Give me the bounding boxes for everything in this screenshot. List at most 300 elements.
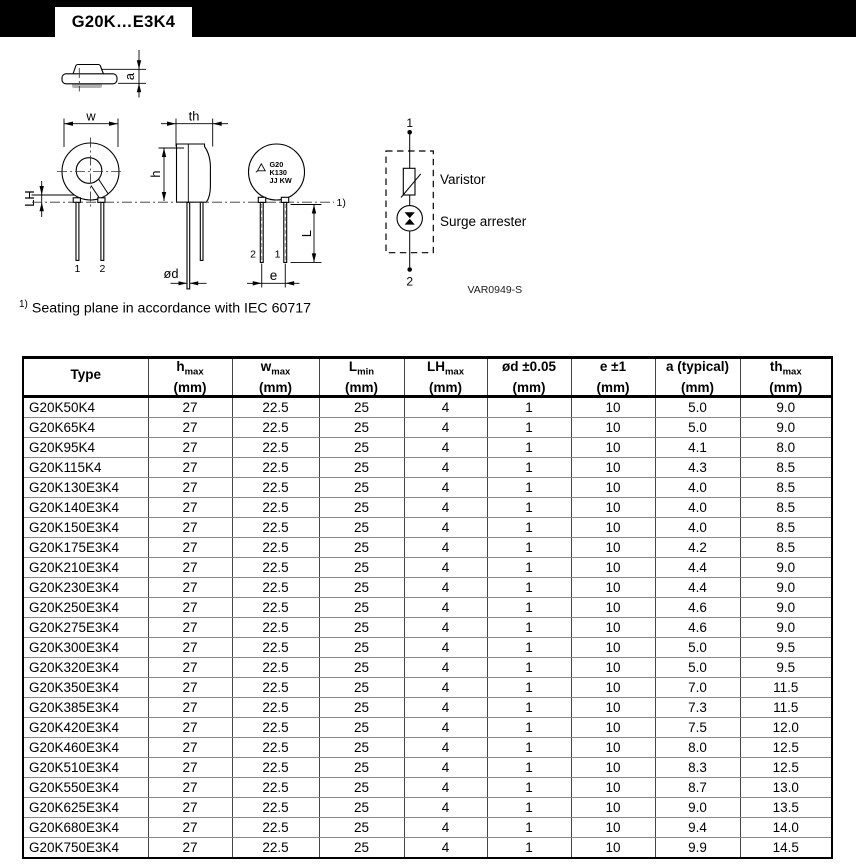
value-cell: 9.0 xyxy=(740,396,832,417)
value-cell: 14.0 xyxy=(740,817,832,837)
terminal-dot-top xyxy=(407,130,412,135)
table-row xyxy=(23,657,832,677)
value-cell: 22.5 xyxy=(232,817,319,837)
value-cell: 27 xyxy=(148,417,232,437)
value-cell: 22.5 xyxy=(232,677,319,697)
value-cell: 22.5 xyxy=(232,737,319,757)
value-cell: 27 xyxy=(148,697,232,717)
value-cell: 5.0 xyxy=(655,657,740,677)
value-cell: 12.0 xyxy=(740,717,832,737)
value-cell: 12.5 xyxy=(740,757,832,777)
value-cell: 4 xyxy=(404,657,487,677)
value-cell: 4.4 xyxy=(655,557,740,577)
value-cell: 27 xyxy=(148,396,232,417)
table-row xyxy=(23,537,832,557)
dim-label-L: L xyxy=(299,229,314,238)
table-row xyxy=(23,417,832,437)
value-cell: 1 xyxy=(487,797,571,817)
value-cell: 14.5 xyxy=(740,837,832,858)
table-row xyxy=(23,737,832,757)
value-cell: 10 xyxy=(571,757,655,777)
value-cell: 22.5 xyxy=(232,637,319,657)
value-cell: 27 xyxy=(148,517,232,537)
value-cell: 4 xyxy=(404,396,487,417)
value-cell: 25 xyxy=(319,517,404,537)
h-arrow-bottom xyxy=(162,192,166,201)
value-cell: 10 xyxy=(571,837,655,858)
value-cell: 10 xyxy=(571,457,655,477)
value-cell: 25 xyxy=(319,537,404,557)
type-cell: G20K140E3K4 xyxy=(23,497,148,517)
marking-view xyxy=(247,144,322,288)
type-cell: G20K65K4 xyxy=(23,417,148,437)
disc-hole xyxy=(76,158,102,184)
value-cell: 10 xyxy=(571,537,655,557)
table-row xyxy=(23,677,832,697)
value-cell: 4 xyxy=(404,577,487,597)
type-cell: G20K210E3K4 xyxy=(23,557,148,577)
table-row xyxy=(23,477,832,497)
od-arrow-right xyxy=(190,281,199,285)
footnote-ref: 1) xyxy=(19,299,28,310)
value-cell: 27 xyxy=(148,837,232,858)
value-cell: 1 xyxy=(487,677,571,697)
value-cell: 4 xyxy=(404,477,487,497)
value-cell: 22.5 xyxy=(232,777,319,797)
value-cell: 27 xyxy=(148,637,232,657)
value-cell: 22.5 xyxy=(232,717,319,737)
value-cell: 4 xyxy=(404,557,487,577)
value-cell: 4 xyxy=(404,737,487,757)
page-title: G20K…E3K4 xyxy=(71,12,176,31)
type-cell: G20K680E3K4 xyxy=(23,817,148,837)
dim-label-e: e xyxy=(269,268,278,283)
value-cell: 25 xyxy=(319,417,404,437)
value-cell: 25 xyxy=(319,757,404,777)
value-cell: 25 xyxy=(319,657,404,677)
value-cell: 4 xyxy=(404,537,487,557)
dim-label-LH: LH xyxy=(22,190,37,207)
value-cell: 22.5 xyxy=(232,517,319,537)
value-cell: 1 xyxy=(487,497,571,517)
value-cell: 22.5 xyxy=(232,837,319,858)
value-cell: 13.0 xyxy=(740,777,832,797)
value-cell: 4 xyxy=(404,677,487,697)
value-cell: 1 xyxy=(487,477,571,497)
value-cell: 1 xyxy=(487,597,571,617)
value-cell: 27 xyxy=(148,717,232,737)
value-cell: 5.0 xyxy=(655,637,740,657)
table-row xyxy=(23,517,832,537)
value-cell: 1 xyxy=(487,437,571,457)
value-cell: 7.0 xyxy=(655,677,740,697)
value-cell: 4 xyxy=(404,777,487,797)
LH-arrow-bottom xyxy=(40,202,44,211)
side-body xyxy=(177,144,211,202)
value-cell: 9.0 xyxy=(740,597,832,617)
front-lead-label-2: 2 xyxy=(99,263,106,275)
top-view-bump xyxy=(73,65,104,75)
value-cell: 4.4 xyxy=(655,577,740,597)
value-cell: 25 xyxy=(319,396,404,417)
value-cell: 22.5 xyxy=(232,457,319,477)
value-cell: 8.7 xyxy=(655,777,740,797)
value-cell: 25 xyxy=(319,817,404,837)
value-cell: 1 xyxy=(487,777,571,797)
value-cell: 1 xyxy=(487,457,571,477)
table-row xyxy=(23,497,832,517)
dim-label-w: w xyxy=(86,108,96,124)
value-cell: 10 xyxy=(571,817,655,837)
L-arrow-bottom xyxy=(312,253,316,262)
value-cell: 10 xyxy=(571,777,655,797)
value-cell: 4 xyxy=(404,637,487,657)
value-cell: 27 xyxy=(148,537,232,557)
lead-left xyxy=(76,202,79,260)
value-cell: 4.0 xyxy=(655,497,740,517)
h-arrow-top xyxy=(162,148,166,157)
value-cell: 8.0 xyxy=(740,437,832,457)
value-cell: 22.5 xyxy=(232,537,319,557)
value-cell: 12.5 xyxy=(740,737,832,757)
value-cell: 10 xyxy=(571,396,655,417)
value-cell: 22.5 xyxy=(232,617,319,637)
value-cell: 25 xyxy=(319,497,404,517)
col-header-od: ød ±0.05 (mm) xyxy=(487,358,571,397)
value-cell: 1 xyxy=(487,417,571,437)
L-arrow-top xyxy=(312,205,316,214)
value-cell: 13.5 xyxy=(740,797,832,817)
value-cell: 27 xyxy=(148,497,232,517)
value-cell: 8.5 xyxy=(740,537,832,557)
type-cell: G20K385E3K4 xyxy=(23,697,148,717)
front-lead-label-1: 1 xyxy=(74,263,81,275)
value-cell: 22.5 xyxy=(232,396,319,417)
varistor-symbol xyxy=(403,168,415,195)
front-view xyxy=(22,109,124,276)
value-cell: 9.0 xyxy=(740,557,832,577)
value-cell: 4.6 xyxy=(655,597,740,617)
value-cell: 27 xyxy=(148,557,232,577)
dim-label-od: ød xyxy=(163,266,179,281)
od-arrow-left xyxy=(179,281,188,285)
value-cell: 9.0 xyxy=(655,797,740,817)
value-cell: 4 xyxy=(404,417,487,437)
value-cell: 25 xyxy=(319,597,404,617)
lead-stub-left xyxy=(73,198,80,203)
value-cell: 25 xyxy=(319,617,404,637)
value-cell: 4 xyxy=(404,517,487,537)
value-cell: 27 xyxy=(148,797,232,817)
value-cell: 27 xyxy=(148,437,232,457)
a-arrow-bottom xyxy=(137,83,141,92)
value-cell: 1 xyxy=(487,837,571,858)
value-cell: 27 xyxy=(148,577,232,597)
value-cell: 10 xyxy=(571,497,655,517)
value-cell: 22.5 xyxy=(232,657,319,677)
value-cell: 27 xyxy=(148,657,232,677)
col-header-wmax: $w_{max}$ (mm) xyxy=(232,358,319,397)
value-cell: 10 xyxy=(571,797,655,817)
value-cell: 1 xyxy=(487,517,571,537)
col-header-type: Type xyxy=(23,358,148,397)
table-row xyxy=(23,557,832,577)
value-cell: 8.3 xyxy=(655,757,740,777)
type-cell: G20K625E3K4 xyxy=(23,797,148,817)
value-cell: 4 xyxy=(404,497,487,517)
value-cell: 10 xyxy=(571,637,655,657)
table-row xyxy=(23,837,832,858)
value-cell: 25 xyxy=(319,777,404,797)
dim-label-a: a xyxy=(122,72,137,81)
value-cell: 1 xyxy=(487,737,571,757)
value-cell: 4 xyxy=(404,717,487,737)
marking-line-2: K130 xyxy=(269,168,287,177)
type-cell: G20K550E3K4 xyxy=(23,777,148,797)
table-row xyxy=(23,457,832,477)
value-cell: 4 xyxy=(404,617,487,637)
value-cell: 27 xyxy=(148,757,232,777)
value-cell: 4 xyxy=(404,757,487,777)
terminal-dot-bottom xyxy=(407,267,412,272)
seating-plane-ref: 1) xyxy=(336,197,346,209)
value-cell: 5.0 xyxy=(655,396,740,417)
type-cell: G20K750E3K4 xyxy=(23,837,148,858)
value-cell: 9.0 xyxy=(740,417,832,437)
value-cell: 4 xyxy=(404,457,487,477)
value-cell: 4 xyxy=(404,817,487,837)
value-cell: 22.5 xyxy=(232,577,319,597)
value-cell: 22.5 xyxy=(232,417,319,437)
side-view xyxy=(148,109,228,289)
value-cell: 4.3 xyxy=(655,457,740,477)
marking-line-3: JJ KW xyxy=(269,176,292,185)
value-cell: 22.5 xyxy=(232,497,319,517)
value-cell: 27 xyxy=(148,817,232,837)
value-cell: 22.5 xyxy=(232,477,319,497)
value-cell: 9.4 xyxy=(655,817,740,837)
value-cell: 1 xyxy=(487,757,571,777)
value-cell: 10 xyxy=(571,717,655,737)
value-cell: 25 xyxy=(319,577,404,597)
e-arrow-right xyxy=(285,281,294,285)
value-cell: 9.0 xyxy=(740,577,832,597)
w-arrow-left xyxy=(64,122,73,126)
value-cell: 4.2 xyxy=(655,537,740,557)
col-header-thmax: $th_{max}$ (mm) xyxy=(740,358,832,397)
dim-label-th: th xyxy=(188,108,200,124)
table-row xyxy=(23,697,832,717)
value-cell: 25 xyxy=(319,477,404,497)
value-cell: 27 xyxy=(148,457,232,477)
value-cell: 10 xyxy=(571,617,655,637)
table-row xyxy=(23,637,832,657)
varistor-label: Varistor xyxy=(440,172,486,187)
dimension-drawing xyxy=(0,0,560,300)
type-cell: G20K130E3K4 xyxy=(23,477,148,497)
value-cell: 25 xyxy=(319,457,404,477)
value-cell: 10 xyxy=(571,697,655,717)
value-cell: 1 xyxy=(487,717,571,737)
value-cell: 10 xyxy=(571,597,655,617)
value-cell: 5.0 xyxy=(655,417,740,437)
col-header-lmin: $L_{min}$ (mm) xyxy=(319,358,404,397)
value-cell: 11.5 xyxy=(740,677,832,697)
value-cell: 10 xyxy=(571,417,655,437)
footnote xyxy=(19,299,311,317)
col-header-lhmax: $LH_{max}$ (mm) xyxy=(404,358,487,397)
table-row xyxy=(23,597,832,617)
value-cell: 4 xyxy=(404,597,487,617)
type-cell: G20K230E3K4 xyxy=(23,577,148,597)
type-cell: G20K250E3K4 xyxy=(23,597,148,617)
e-arrow-left xyxy=(253,281,262,285)
value-cell: 9.0 xyxy=(740,617,832,637)
col-header-hmax: $h_{max}$ (mm) xyxy=(148,358,232,397)
value-cell: 8.5 xyxy=(740,517,832,537)
value-cell: 4.6 xyxy=(655,617,740,637)
value-cell: 25 xyxy=(319,557,404,577)
table-row xyxy=(23,817,832,837)
value-cell: 8.5 xyxy=(740,477,832,497)
type-cell: G20K350E3K4 xyxy=(23,677,148,697)
value-cell: 4 xyxy=(404,437,487,457)
value-cell: 4 xyxy=(404,697,487,717)
type-cell: G20K115K4 xyxy=(23,457,148,477)
table-header-row xyxy=(23,358,832,397)
value-cell: 25 xyxy=(319,797,404,817)
value-cell: 1 xyxy=(487,657,571,677)
LH-arrow-top xyxy=(40,186,44,195)
type-cell: G20K460E3K4 xyxy=(23,737,148,757)
type-cell: G20K175E3K4 xyxy=(23,537,148,557)
table-body xyxy=(23,396,832,858)
type-cell: G20K510E3K4 xyxy=(23,757,148,777)
value-cell: 1 xyxy=(487,577,571,597)
value-cell: 10 xyxy=(571,577,655,597)
value-cell: 9.5 xyxy=(740,657,832,677)
value-cell: 1 xyxy=(487,697,571,717)
marking-line-1: G20 xyxy=(269,160,284,169)
value-cell: 7.5 xyxy=(655,717,740,737)
figure-code: VAR0949-S xyxy=(467,284,523,296)
value-cell: 4.0 xyxy=(655,517,740,537)
table-row xyxy=(23,757,832,777)
table-row xyxy=(23,717,832,737)
value-cell: 25 xyxy=(319,717,404,737)
table-row xyxy=(23,396,832,417)
value-cell: 22.5 xyxy=(232,597,319,617)
table-row xyxy=(23,617,832,637)
value-cell: 1 xyxy=(487,557,571,577)
table-row xyxy=(23,777,832,797)
top-view xyxy=(62,50,146,98)
dim-label-h: h xyxy=(148,170,163,178)
value-cell: 27 xyxy=(148,737,232,757)
value-cell: 22.5 xyxy=(232,697,319,717)
marking-stub-left xyxy=(258,197,265,202)
surge-arrester-label: Surge arrester xyxy=(440,214,527,229)
marking-lead-label-2: 2 xyxy=(250,248,256,261)
value-cell: 4 xyxy=(404,797,487,817)
lead-right xyxy=(101,202,104,260)
value-cell: 22.5 xyxy=(232,437,319,457)
marking-lead-label-1: 1 xyxy=(274,248,281,261)
th-arrow-right xyxy=(213,122,222,126)
footnote-text: Seating plane in accordance with IEC 60717 xyxy=(31,300,312,317)
type-cell: G20K275E3K4 xyxy=(23,617,148,637)
table-row xyxy=(23,797,832,817)
type-cell: G20K420E3K4 xyxy=(23,717,148,737)
terminal-label-2: 2 xyxy=(406,274,414,289)
value-cell: 22.5 xyxy=(232,557,319,577)
table-row xyxy=(23,437,832,457)
th-arrow-left xyxy=(167,122,176,126)
value-cell: 1 xyxy=(487,817,571,837)
lead-stub-right xyxy=(98,198,105,203)
surge-arrester-symbol xyxy=(397,206,422,231)
side-lead-right xyxy=(200,202,203,260)
value-cell: 1 xyxy=(487,617,571,637)
value-cell: 9.9 xyxy=(655,837,740,858)
w-arrow-right xyxy=(109,122,118,126)
value-cell: 4.0 xyxy=(655,477,740,497)
value-cell: 10 xyxy=(571,437,655,457)
value-cell: 22.5 xyxy=(232,797,319,817)
value-cell: 4 xyxy=(404,837,487,858)
value-cell: 8.5 xyxy=(740,497,832,517)
side-lead-left xyxy=(187,202,190,289)
type-cell: G20K300E3K4 xyxy=(23,637,148,657)
terminal-label-1: 1 xyxy=(406,116,414,130)
col-header-e: e ±1 (mm) xyxy=(571,358,655,397)
value-cell: 8.0 xyxy=(655,737,740,757)
table-row xyxy=(23,577,832,597)
value-cell: 27 xyxy=(148,677,232,697)
value-cell: 10 xyxy=(571,737,655,757)
top-view-body xyxy=(62,74,117,84)
col-header-a: a (typical) (mm) xyxy=(655,358,740,397)
value-cell: 25 xyxy=(319,837,404,858)
dimensions-table xyxy=(22,356,833,859)
value-cell: 25 xyxy=(319,637,404,657)
type-cell: G20K95K4 xyxy=(23,437,148,457)
value-cell: 27 xyxy=(148,617,232,637)
value-cell: 10 xyxy=(571,677,655,697)
marking-stub-right xyxy=(281,197,288,202)
value-cell: 27 xyxy=(148,597,232,617)
value-cell: 27 xyxy=(148,777,232,797)
value-cell: 25 xyxy=(319,697,404,717)
value-cell: 25 xyxy=(319,677,404,697)
value-cell: 1 xyxy=(487,637,571,657)
value-cell: 10 xyxy=(571,657,655,677)
type-cell: G20K150E3K4 xyxy=(23,517,148,537)
value-cell: 1 xyxy=(487,537,571,557)
value-cell: 7.3 xyxy=(655,697,740,717)
value-cell: 22.5 xyxy=(232,757,319,777)
value-cell: 10 xyxy=(571,477,655,497)
value-cell: 11.5 xyxy=(740,697,832,717)
value-cell: 4.1 xyxy=(655,437,740,457)
value-cell: 1 xyxy=(487,396,571,417)
value-cell: 27 xyxy=(148,477,232,497)
value-cell: 8.5 xyxy=(740,457,832,477)
value-cell: 10 xyxy=(571,557,655,577)
value-cell: 10 xyxy=(571,517,655,537)
circuit-symbol xyxy=(386,116,527,296)
type-cell: G20K320E3K4 xyxy=(23,657,148,677)
